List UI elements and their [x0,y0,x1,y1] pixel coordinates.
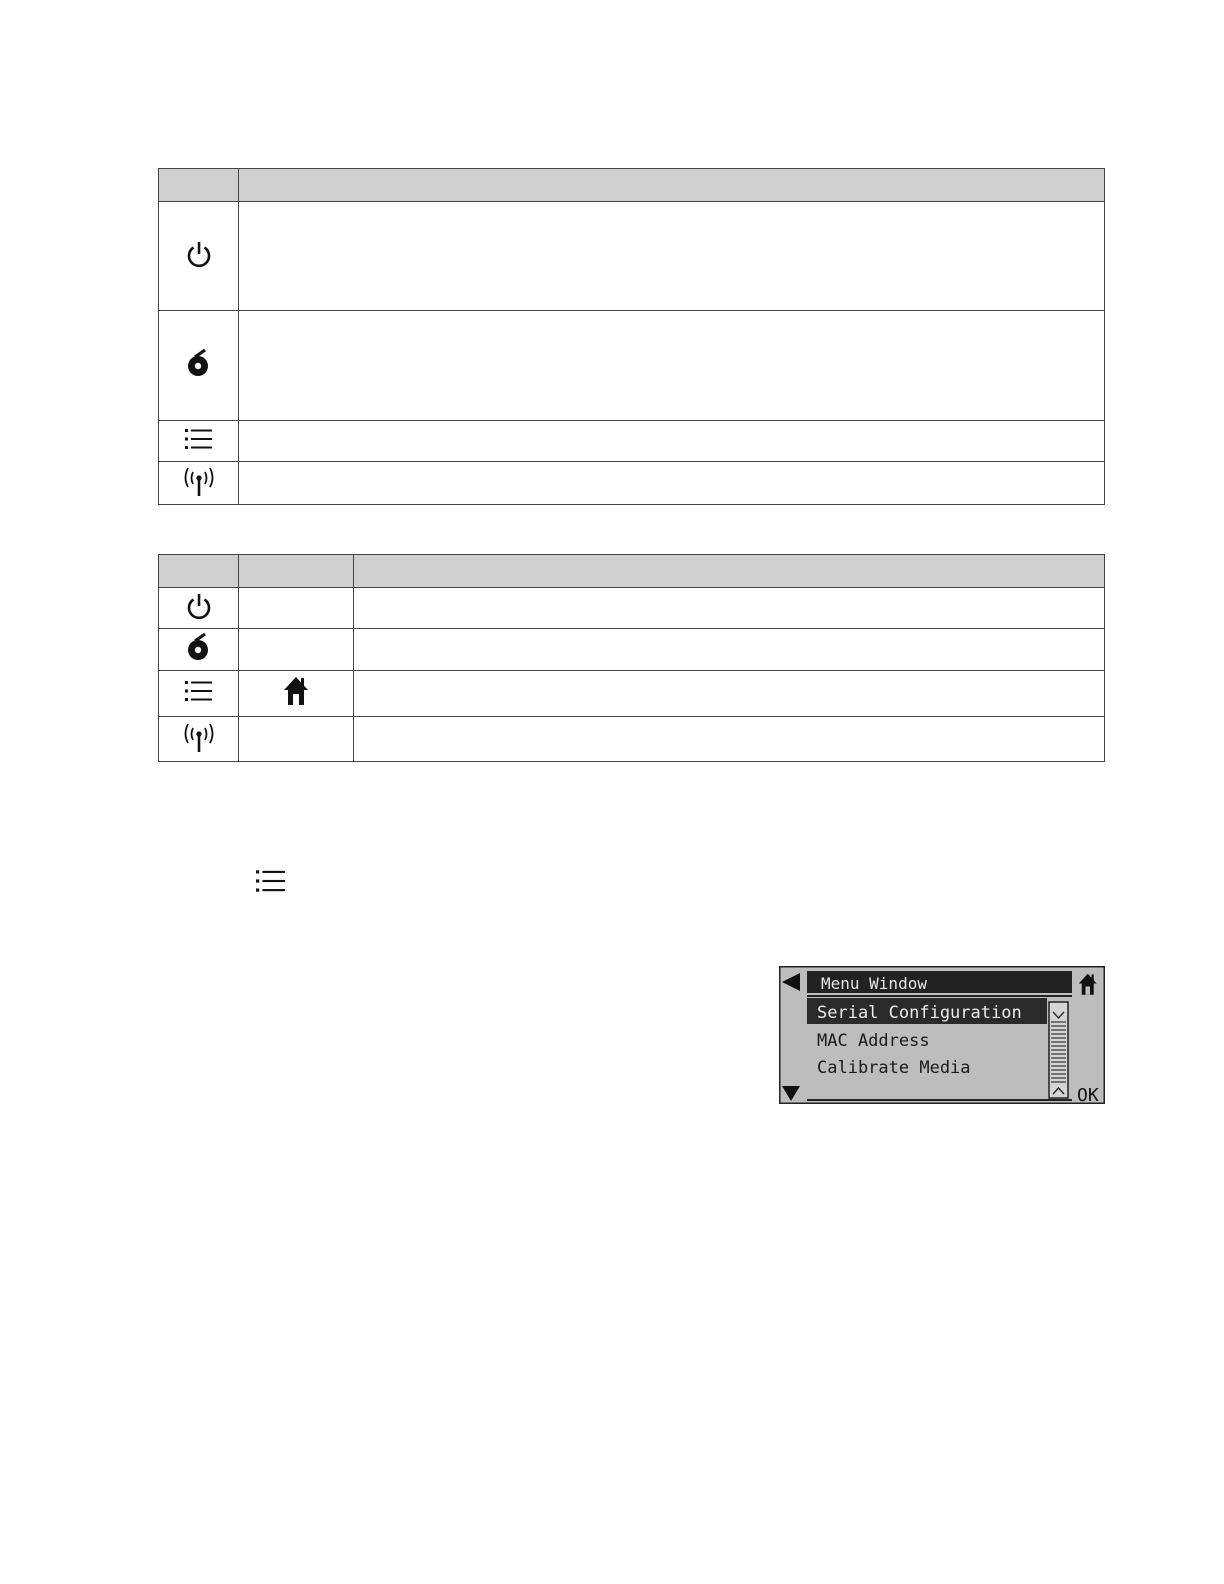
button-function-table [158,168,1105,505]
alt-icon-cell [239,717,354,762]
table-row [159,311,1105,421]
alt-icon-cell [239,629,354,671]
table-header-row [159,169,1105,202]
table-row [159,588,1105,629]
lcd-menu-item-mac-address[interactable]: MAC Address [817,1031,930,1051]
lcd-scrollbar[interactable] [1049,1002,1068,1098]
icon-cell [159,311,239,421]
description-cell [354,588,1105,629]
feed-icon [184,348,214,378]
wireless-antenna-icon [181,721,217,753]
button-mode-table [158,554,1105,762]
icon-cell [159,671,239,717]
table-header-cell [239,169,1105,202]
icon-cell [159,202,239,311]
power-icon [184,591,214,621]
alt-icon-cell [239,588,354,629]
description-cell [239,202,1105,311]
description-cell [239,421,1105,462]
table-header-row [159,555,1105,588]
table-row [159,462,1105,505]
table-row [159,671,1105,717]
menu-list-icon [185,680,213,702]
icon-cell [159,717,239,762]
description-cell [354,629,1105,671]
table-row [159,202,1105,311]
description-cell [239,311,1105,421]
lcd-ok-label[interactable]: OK [1077,1085,1099,1104]
alt-icon-cell [239,671,354,717]
power-icon [184,239,214,269]
lcd-title: Menu Window [821,974,927,993]
description-cell [239,462,1105,505]
home-icon [283,676,309,706]
table-row [159,629,1105,671]
description-cell [354,717,1105,762]
icon-cell [159,629,239,671]
table-row [159,717,1105,762]
table-header-cell [354,555,1105,588]
icon-cell [159,462,239,505]
lcd-menu-item-calibrate-media[interactable]: Calibrate Media [817,1058,971,1078]
table-header-cell [159,169,239,202]
table-header-cell [159,555,239,588]
icon-cell [159,588,239,629]
wireless-antenna-icon [181,465,217,497]
table-row [159,421,1105,462]
icon-cell [159,421,239,462]
menu-list-icon [185,428,213,450]
lcd-menu-screen [779,966,1105,1104]
description-cell [354,671,1105,717]
lcd-menu-item-serial-configuration[interactable]: Serial Configuration [817,1003,1022,1023]
menu-list-icon [256,869,286,893]
feed-icon [184,632,214,662]
table-header-cell [239,555,354,588]
